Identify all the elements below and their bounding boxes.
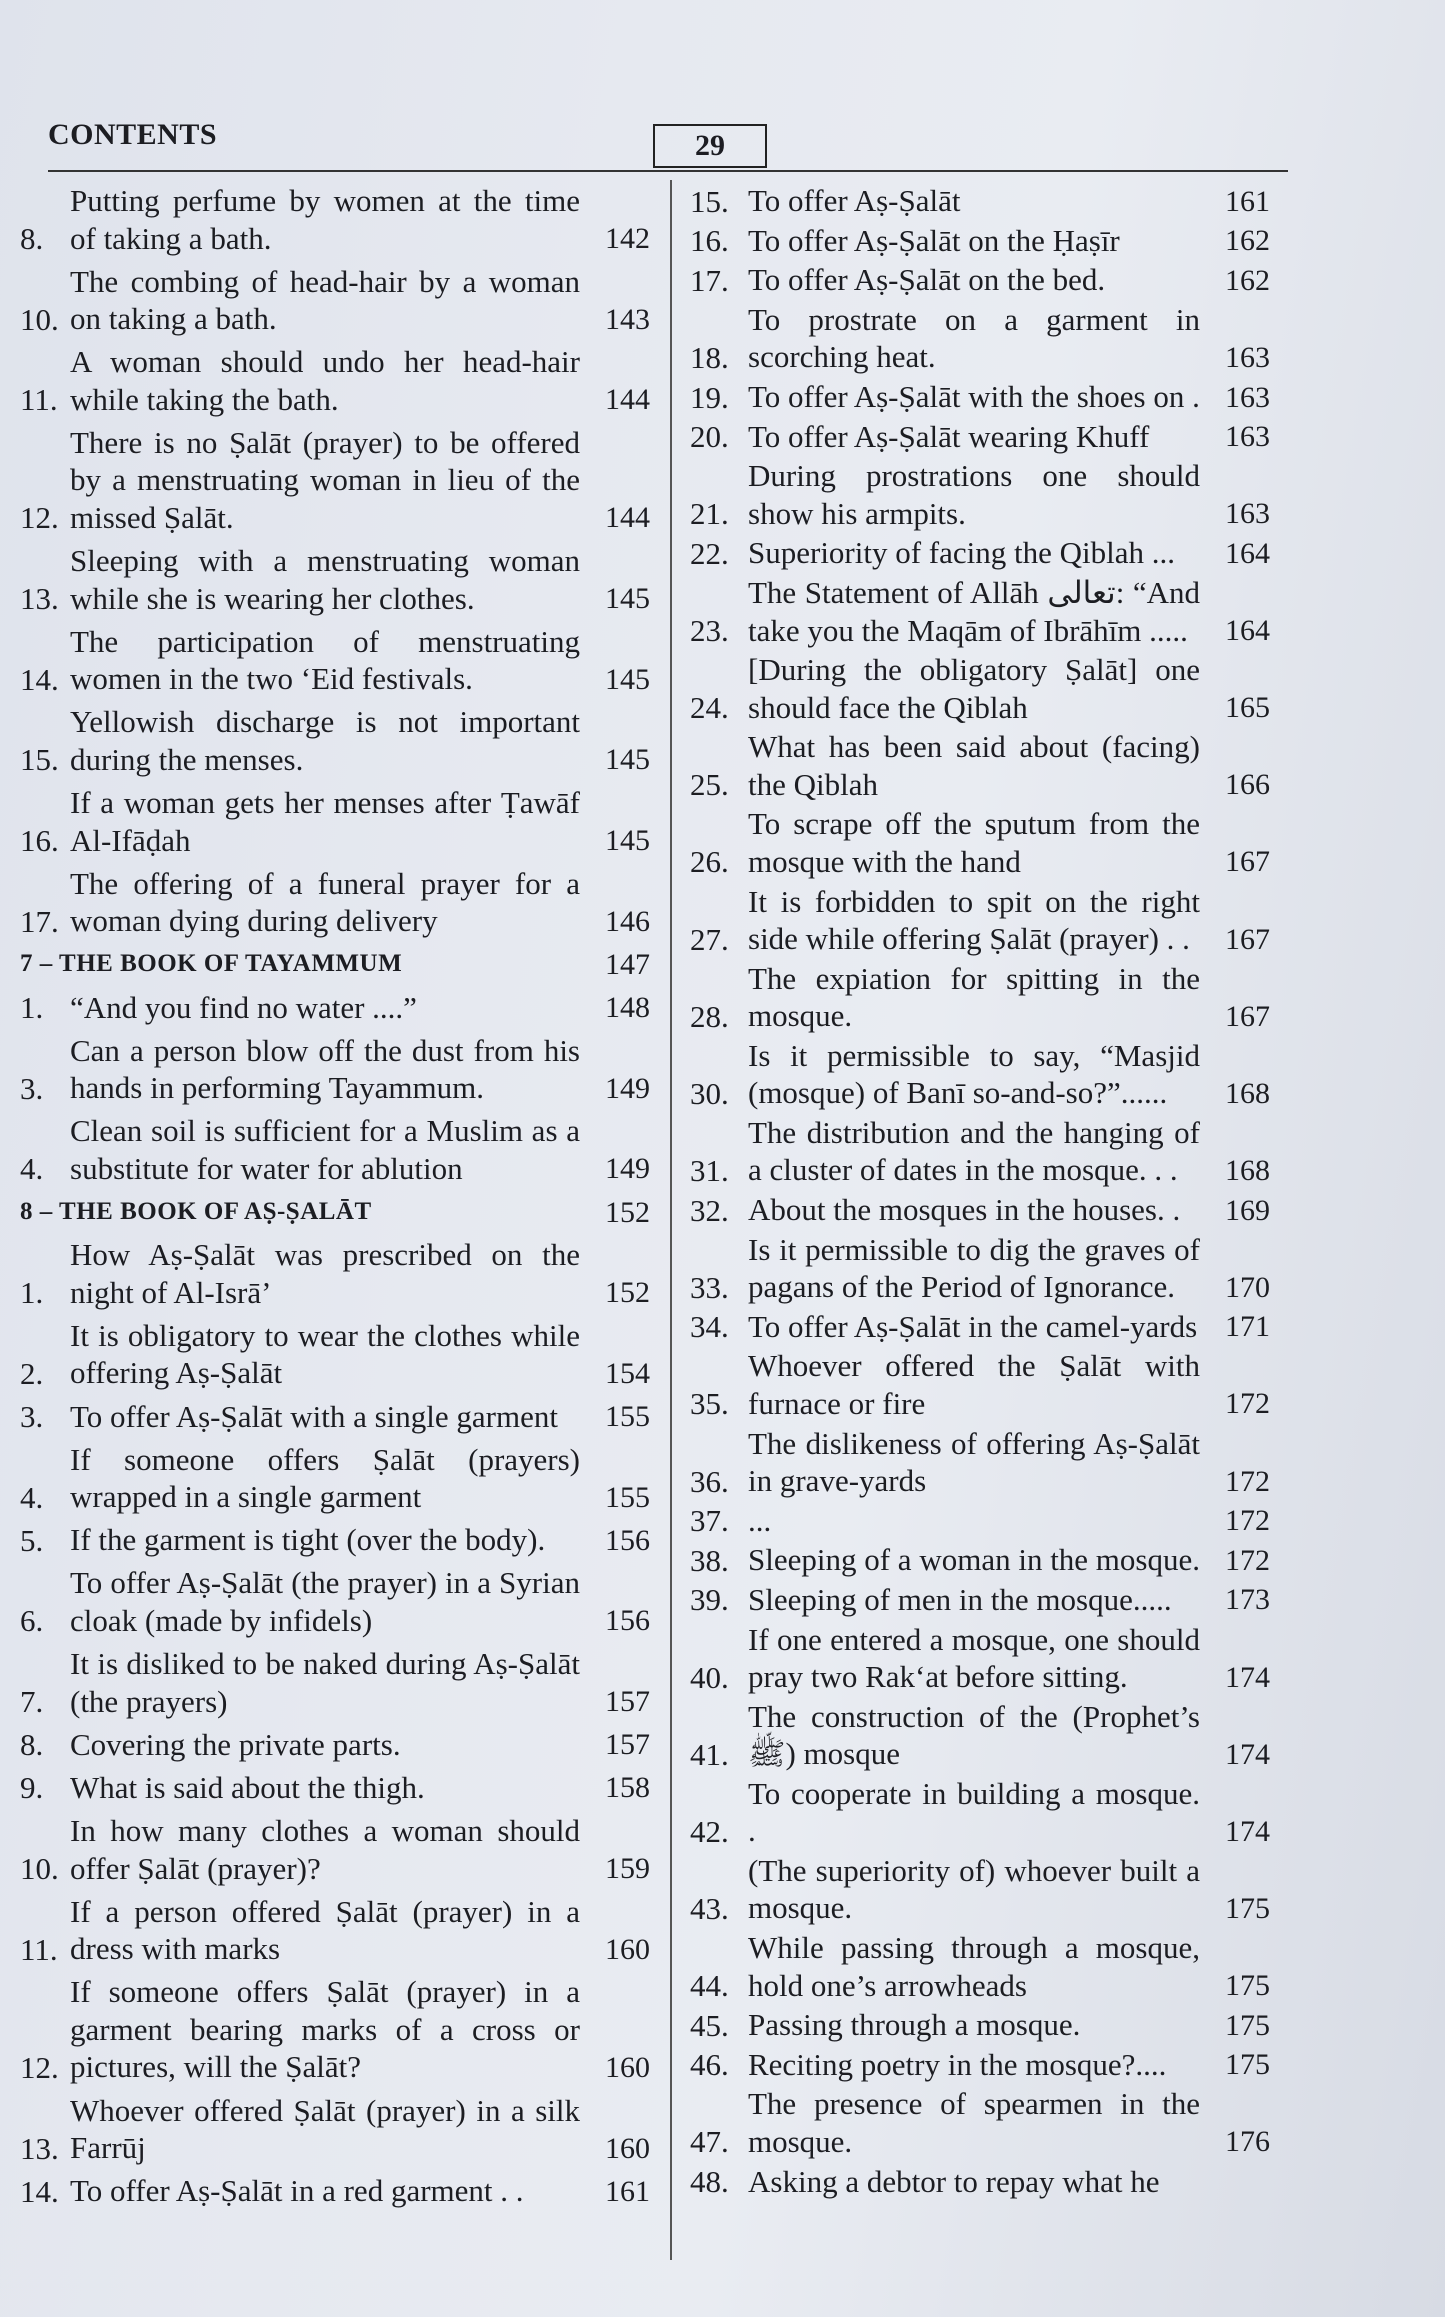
toc-entry [20, 1398, 650, 1436]
entry-number: 2. [20, 1355, 44, 1391]
entry-title: During prostrations one should show his armpits. [748, 458, 1200, 531]
entry-page-number: 175 [1225, 2048, 1270, 2082]
entry-title: Yellowish discharge is not important during the menses. [70, 704, 580, 777]
entry-number: 18. [690, 339, 729, 375]
toc-entry [690, 1231, 1270, 1306]
entry-title: To cooperate in building a mosque. . [748, 1775, 1200, 1849]
entry-title: If one entered a mosque, one should pray two Rak‘at before sitting. [748, 1621, 1200, 1694]
toc-entry [20, 989, 650, 1027]
toc-entry [690, 1621, 1270, 1696]
entry-number: 48. [690, 2164, 729, 2199]
entry-title: The combing of head-hair by a woman on taking a bath. [70, 263, 580, 337]
entry-number: 13. [20, 581, 59, 617]
entry-title: To offer Aṣ-Ṣalāt in the camel-yards [748, 1308, 1198, 1344]
entry-page-number: 160 [605, 2131, 650, 2165]
entry-title: “And you find no water ....” [70, 989, 417, 1025]
entry-title: Putting perfume by women at the time of taking a bath. [70, 183, 580, 256]
entry-number: 9. [20, 1770, 44, 1806]
entry-page-number: 162 [1225, 263, 1270, 297]
toc-entry [20, 2172, 650, 2210]
entry-page-number: 142 [605, 222, 650, 255]
toc-entry [690, 1191, 1270, 1229]
toc-entry [690, 883, 1270, 958]
toc-entry [690, 1698, 1270, 1773]
entry-page-number: 157 [605, 1685, 650, 1719]
entry-title: To offer Aṣ-Ṣalāt (the prayer) in a Syrian cloak (made by infidels) [70, 1565, 580, 1638]
entry-page-number: 148 [605, 991, 650, 1025]
entry-title: If someone offers Ṣalāt (prayer) in a garment bearing marks of a cross or pictures, will the Ṣalāt? [70, 1974, 580, 2085]
entry-number: 34. [690, 1309, 729, 1345]
toc-entry [690, 574, 1270, 649]
entry-page-number: 172 [1225, 1387, 1270, 1421]
toc-entry [20, 1769, 650, 1807]
entry-number: 37. [690, 1503, 729, 1539]
entry-number: 16. [690, 223, 729, 259]
entry-page-number: 155 [605, 1480, 650, 1514]
entry-page-number: 152 [605, 1276, 650, 1310]
entry-title: It is disliked to be naked during Aṣ-Ṣalāt (the prayers) [70, 1646, 580, 1719]
entry-page-number: 164 [1225, 536, 1270, 570]
entry-title: To offer Aṣ-Ṣalāt with the shoes on . [748, 379, 1200, 414]
toc-entry [20, 1032, 650, 1107]
entry-page-number: 168 [1225, 1153, 1270, 1187]
entry-title: Covering the private parts. [70, 1726, 401, 1762]
toc-entry [20, 1812, 650, 1887]
entry-number: 42. [690, 1813, 729, 1849]
contents-right-column [690, 182, 1270, 2202]
toc-entry [690, 182, 1270, 220]
entry-number: 26. [690, 844, 729, 880]
entry-title: If someone offers Ṣalāt (prayers) wrapped in a single garment [70, 1441, 580, 1515]
toc-entry [20, 424, 650, 537]
entry-page-number: 175 [1225, 1891, 1270, 1925]
entry-page-number: 156 [605, 1604, 650, 1638]
entry-number: 46. [690, 2047, 729, 2083]
entry-number: 23. [690, 613, 729, 648]
toc-entry [690, 1775, 1270, 1850]
entry-title: [During the obligatory Ṣalāt] one should face the Qiblah [748, 652, 1200, 725]
entry-page-number: 149 [605, 1071, 650, 1105]
toc-entry [20, 1112, 650, 1187]
toc-entry [690, 261, 1270, 299]
entry-number: 11. [20, 1931, 58, 1967]
entry-page-number: 147 [605, 947, 650, 981]
entry-title: The presence of spearmen in the mosque. [748, 2086, 1200, 2159]
entry-number: 3. [20, 1070, 44, 1106]
entry-title: 8 – THE BOOK OF AṢ-ṢALĀT [20, 1198, 372, 1226]
entry-number: 8. [20, 221, 44, 256]
entry-title: Sleeping of men in the mosque..... [748, 1581, 1172, 1617]
entry-page-number: 145 [605, 743, 650, 777]
entry-title: The offering of a funeral prayer for a woman dying during delivery [70, 865, 580, 939]
toc-entry [690, 1541, 1270, 1579]
entry-number: 14. [20, 2173, 59, 2209]
entry-title: Is it permissible to say, “Masjid (mosque) of Banī so-and-so?”...... [748, 1037, 1200, 1111]
entry-number: 19. [690, 379, 729, 415]
toc-entry [690, 1347, 1270, 1422]
entry-title: How Aṣ-Ṣalāt was prescribed on the night of Al-Isrā’ [70, 1237, 580, 1310]
entry-page-number: 167 [1225, 999, 1270, 1033]
entry-number: 12. [20, 500, 59, 536]
entry-number: 4. [20, 1479, 44, 1515]
entry-page-number: 156 [605, 1523, 650, 1557]
entry-number: 7. [20, 1684, 44, 1720]
entry-number: 10. [20, 301, 59, 337]
entry-page-number: 174 [1225, 1814, 1270, 1848]
entry-title: The expiation for spitting in the mosque. [748, 960, 1200, 1034]
toc-entry [20, 1521, 650, 1559]
entry-page-number: 158 [605, 1771, 650, 1805]
toc-entry [690, 418, 1270, 456]
entry-page-number: 144 [605, 383, 650, 417]
entry-title: There is no Ṣalāt (prayer) to be offered by a menstruating woman in lieu of the missed Ṣalāt. [70, 424, 580, 535]
toc-entry [20, 623, 650, 698]
entry-page-number: 167 [1225, 845, 1270, 879]
entry-page-number: 161 [1225, 184, 1270, 218]
entry-number: 3. [20, 1399, 44, 1434]
entry-number: 33. [690, 1269, 729, 1305]
contents-left-column [20, 182, 650, 2212]
toc-entry [20, 542, 650, 617]
entry-title: If the garment is tight (over the body). [70, 1522, 546, 1558]
entry-number: 4. [20, 1151, 44, 1187]
entry-number: 39. [690, 1582, 729, 1618]
entry-title: To offer Aṣ-Ṣalāt wearing Khuff [748, 418, 1150, 454]
entry-title: 7 – THE BOOK OF TAYAMMUM [20, 950, 403, 978]
entry-number: 6. [20, 1603, 44, 1639]
toc-entry [690, 1502, 1270, 1540]
entry-number: 13. [20, 2130, 59, 2166]
entry-page-number: 161 [605, 2174, 650, 2208]
entry-number: 1. [20, 990, 44, 1026]
entry-title: The distribution and the hanging of a cluster of dates in the mosque. . . [748, 1114, 1200, 1188]
entry-number: 14. [20, 661, 59, 697]
section-heading [20, 1193, 650, 1231]
entry-title: The participation of menstruating women in the two ‘Eid festivals. [70, 623, 580, 697]
entry-title: About the mosques in the houses. . [748, 1192, 1181, 1227]
entry-page-number: 163 [1225, 497, 1270, 531]
toc-entry [690, 1037, 1270, 1112]
entry-page-number: 163 [1225, 380, 1270, 414]
entry-page-number: 145 [605, 824, 650, 858]
entry-title: (The superiority of) whoever built a mosque. [748, 1852, 1200, 1926]
entry-page-number: 172 [1225, 1504, 1270, 1538]
entry-number: 40. [690, 1659, 729, 1695]
entry-page-number: 152 [605, 1195, 650, 1229]
entry-number: 21. [690, 496, 729, 532]
entry-number: 41. [690, 1736, 729, 1772]
entry-number: 31. [690, 1152, 729, 1188]
entry-page-number: 172 [1225, 1464, 1270, 1498]
entry-page-number: 175 [1225, 2008, 1270, 2042]
toc-entry [20, 1317, 650, 1392]
toc-entry [690, 457, 1270, 532]
entry-number: 11. [20, 382, 58, 418]
entry-title: Clean soil is sufficient for a Muslim as a substitute for water for ablution [70, 1113, 580, 1186]
entry-page-number: 143 [605, 302, 650, 336]
entry-page-number: 160 [605, 1932, 650, 1966]
entry-title: It is forbidden to spit on the right side while offering Ṣalāt (prayer) . . [748, 883, 1200, 956]
entry-title: To scrape off the sputum from the mosque with the hand [748, 806, 1200, 879]
toc-entry [20, 1236, 650, 1311]
entry-page-number: 160 [605, 2050, 650, 2084]
entry-title: The construction of the (Prophet’s ﷺ) mosque [748, 1698, 1200, 1772]
entry-page-number: 165 [1225, 691, 1270, 725]
entry-page-number: 155 [605, 1400, 650, 1433]
toc-entry [690, 1308, 1270, 1346]
entry-page-number: 154 [605, 1356, 650, 1390]
entry-title: Can a person blow off the dust from his hands in performing Tayammum. [70, 1032, 580, 1106]
entry-page-number: 163 [1225, 340, 1270, 374]
toc-entry [20, 865, 650, 940]
entry-number: 12. [20, 2049, 59, 2085]
entry-number: 32. [690, 1192, 729, 1228]
toc-entry [690, 2085, 1270, 2160]
entry-page-number: 145 [605, 582, 650, 616]
toc-entry [20, 784, 650, 859]
toc-entry [690, 222, 1270, 260]
entry-number: 24. [690, 690, 729, 726]
page-header [48, 118, 1298, 168]
entry-title: Superiority of facing the Qiblah ... [748, 535, 1176, 571]
toc-entry [20, 1893, 650, 1968]
entry-number: 43. [690, 1890, 729, 1926]
entry-page-number: 159 [605, 1852, 650, 1886]
entry-title: The dislikeness of offering Aṣ-Ṣalāt in grave-yards [748, 1425, 1200, 1498]
entry-page-number: 149 [605, 1152, 650, 1186]
entry-page-number: 169 [1225, 1193, 1270, 1227]
entry-title: Whoever offered Ṣalāt (prayer) in a silk Farrūj [70, 2092, 580, 2166]
toc-entry [690, 805, 1270, 880]
entry-page-number: 174 [1225, 1660, 1270, 1694]
entry-number: 28. [690, 998, 729, 1034]
toc-entry [20, 343, 650, 418]
entry-page-number: 163 [1225, 420, 1270, 454]
entry-number: 10. [20, 1851, 59, 1887]
entry-title: What is said about the thigh. [70, 1769, 425, 1805]
entry-page-number: 172 [1225, 1543, 1270, 1577]
entry-page-number: 166 [1225, 768, 1270, 802]
entry-number: 17. [20, 903, 59, 939]
toc-entry [20, 1726, 650, 1764]
entry-number: 15. [690, 183, 729, 219]
entry-title: Sleeping with a menstruating woman while she is wearing her clothes. [70, 543, 580, 616]
entry-title: To offer Aṣ-Ṣalāt [748, 183, 961, 218]
entry-page-number: 171 [1225, 1310, 1270, 1344]
toc-entry [20, 1645, 650, 1720]
entry-page-number: 144 [605, 501, 650, 535]
entry-title: ... [748, 1502, 772, 1538]
entry-title: To offer Aṣ-Ṣalāt in a red garment . . [70, 2173, 524, 2209]
entry-page-number: 157 [605, 1728, 650, 1762]
toc-entry [690, 1852, 1270, 1927]
toc-entry [690, 301, 1270, 376]
entry-number: 17. [690, 262, 729, 298]
entry-number: 15. [20, 742, 59, 778]
entry-number: 1. [20, 1275, 44, 1311]
toc-entry [690, 728, 1270, 803]
entry-title: Reciting poetry in the mosque?.... [748, 2046, 1167, 2082]
toc-entry [690, 2006, 1270, 2044]
entry-page-number: 176 [1225, 2125, 1270, 2159]
entry-page-number: 162 [1225, 224, 1270, 258]
entry-number: 8. [20, 1727, 44, 1763]
running-title: CONTENTS [48, 118, 218, 151]
section-heading [20, 945, 650, 983]
entry-title: To offer Aṣ-Ṣalāt on the Ḥaṣīr [748, 222, 1120, 258]
entry-page-number: 174 [1225, 1737, 1270, 1771]
entry-number: 35. [690, 1386, 729, 1422]
toc-entry [20, 1973, 650, 2086]
entry-number: 36. [690, 1463, 729, 1499]
entry-number: 20. [690, 419, 729, 455]
column-divider [670, 180, 672, 2260]
toc-entry [20, 1564, 650, 1639]
entry-page-number: 173 [1225, 1583, 1270, 1617]
entry-title: To offer Aṣ-Ṣalāt with a single garment [70, 1398, 558, 1434]
entry-number: 22. [690, 535, 729, 571]
toc-entry [20, 703, 650, 778]
entry-title: A woman should undo her head-hair while taking the bath. [70, 344, 580, 417]
entry-page-number: 168 [1225, 1076, 1270, 1110]
entry-number: 44. [690, 1968, 729, 2003]
toc-entry [690, 1425, 1270, 1500]
entry-page-number: 175 [1225, 1969, 1270, 2002]
toc-entry [690, 651, 1270, 726]
toc-entry [20, 2092, 650, 2167]
toc-entry [20, 1441, 650, 1516]
toc-entry [690, 960, 1270, 1035]
toc-entry [20, 182, 650, 257]
entry-title: In how many clothes a woman should offer Ṣalāt (prayer)? [70, 1813, 580, 1886]
entry-page-number: 145 [605, 662, 650, 696]
entry-number: 16. [20, 823, 59, 859]
entry-title: What has been said about (facing) the Qiblah [748, 729, 1200, 802]
entry-title: To offer Aṣ-Ṣalāt on the bed. [748, 262, 1106, 298]
header-rule [48, 170, 1288, 172]
toc-entry [690, 2046, 1270, 2084]
entry-page-number: 146 [605, 904, 650, 938]
toc-entry [20, 263, 650, 338]
toc-entry [690, 1581, 1270, 1619]
entry-title: It is obligatory to wear the clothes while offering Aṣ-Ṣalāt [70, 1317, 580, 1391]
entry-number: 38. [690, 1542, 729, 1578]
entry-number: 47. [690, 2124, 729, 2160]
entry-title: Passing through a mosque. [748, 2007, 1081, 2043]
entry-number: 27. [690, 921, 729, 957]
entry-title: If a woman gets her menses after Ṭawāf Al-Ifāḍah [70, 785, 580, 858]
entry-title: Asking a debtor to repay what he [748, 2163, 1160, 2199]
toc-entry [690, 378, 1270, 416]
entry-title: To prostrate on a garment in scorching heat. [748, 301, 1200, 375]
toc-entry [690, 1929, 1270, 2004]
entry-title: The Statement of Allāh تعالى: “And take you the Maqām of Ibrāhīm ..... [748, 575, 1200, 648]
toc-entry [690, 534, 1270, 572]
entry-title: If a person offered Ṣalāt (prayer) in a dress with marks [70, 1893, 580, 1967]
entry-page-number: 167 [1225, 922, 1270, 956]
entry-title: Is it permissible to dig the graves of pagans of the Period of Ignorance. [748, 1231, 1200, 1305]
page-number-box: 29 [653, 124, 767, 168]
entry-number: 45. [690, 2007, 729, 2043]
entry-page-number: 164 [1225, 614, 1270, 647]
entry-number: 5. [20, 1522, 44, 1558]
entry-number: 30. [690, 1075, 729, 1111]
entry-title: Whoever offered the Ṣalāt with furnace or fire [748, 1348, 1200, 1421]
entry-title: Sleeping of a woman in the mosque. [748, 1542, 1200, 1578]
toc-entry [690, 1114, 1270, 1189]
toc-entry [690, 2163, 1270, 2201]
entry-number: 25. [690, 767, 729, 803]
entry-page-number: 170 [1225, 1270, 1270, 1304]
entry-title: While passing through a mosque, hold one’s arrowheads [748, 1930, 1200, 2003]
